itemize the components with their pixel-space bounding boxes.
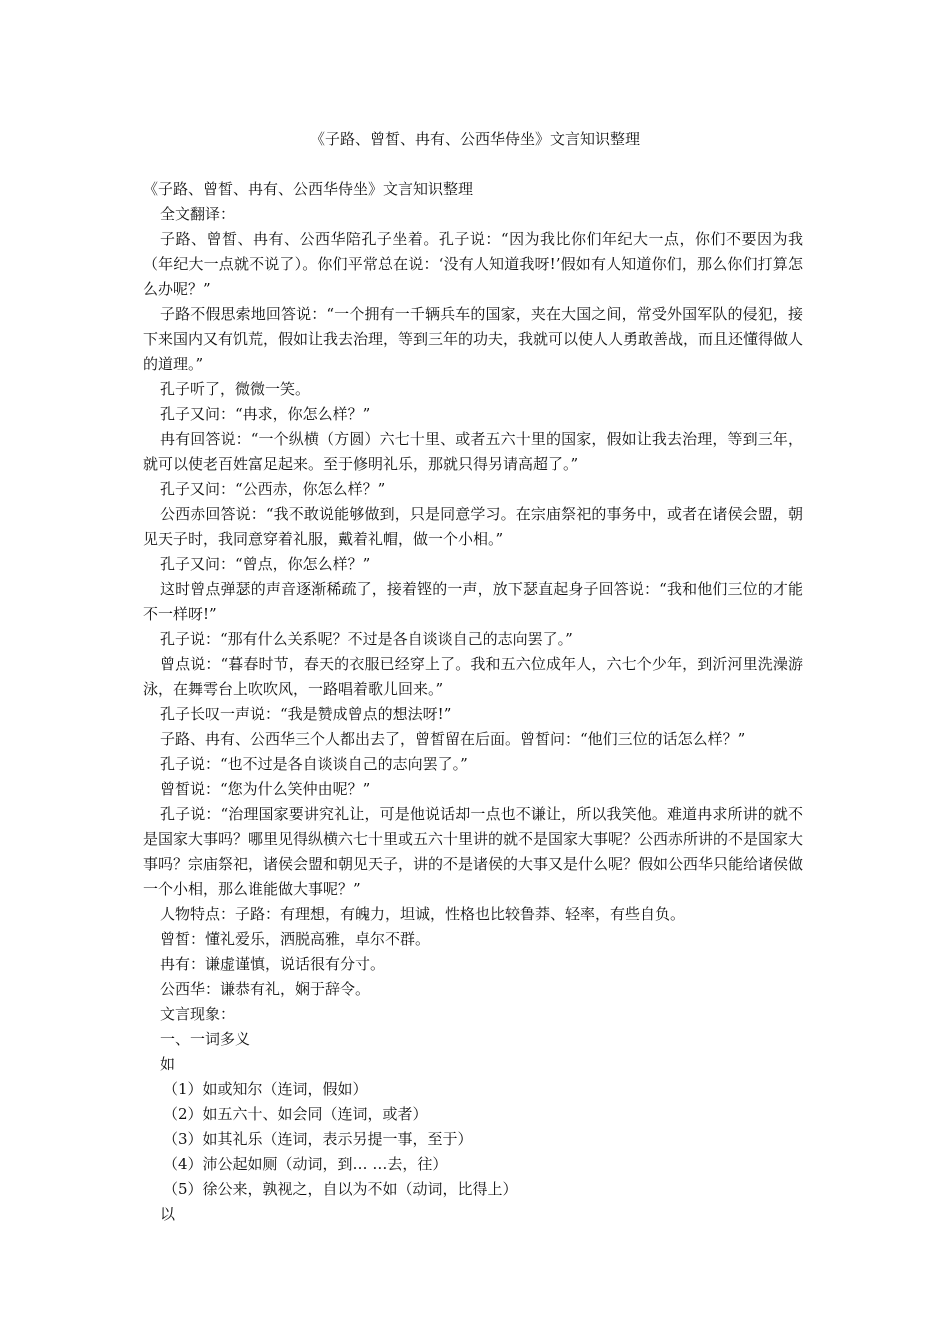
paragraph: 这时曾点弹瑟的声音逐渐稀疏了，接着铿的一声，放下瑟直起身子回答说：“我和他们三位的才能不一样呀!” [143,580,803,623]
document-body [143,177,803,1227]
paragraph: 孔子说：“那有什么关系呢？不过是各自谈谈自己的志向罢了。” [160,630,573,648]
usage-item: （4）沛公起如厕（动词，到… …去，往） [163,1155,448,1173]
paragraph: 孔子说：“治理国家要讲究礼让，可是他说话却一点也不谦让，所以我笑他。难道冉求所讲的就不是国家大事吗？哪里见得纵横六七十里或五六十里讲的就不是国家大事呢？公西赤所讲的不是国家大事吗？宗庙祭祀，诸侯会盟和朝见天子，讲的不是诸侯的大事又是什么呢？假如公西华只能给诸侯做一个小相，那么谁能做大事呢？” [143,805,804,898]
character-note: 公西华：谦恭有礼，娴于辞令。 [160,980,371,998]
paragraph: 曾皙说：“您为什么笑仲由呢？” [160,780,371,798]
paragraph: 子路不假思索地回答说：“一个拥有一千辆兵车的国家，夹在大国之间，常受外国军队的侵犯，接下来国内又有饥荒，假如让我去治理，等到三年的功夫，我就可以使人人勇敢善战，而且还懂得做人的道理。” [143,305,804,373]
character-note: 冉有：谦虚谨慎，说话很有分寸。 [160,955,386,973]
character-note: 人物特点：子路：有理想，有魄力，坦诚，性格也比较鲁莽、轻率，有些自负。 [160,905,686,923]
translation-label: 全文翻译： [160,205,236,223]
phenomena-label: 文言现象： [160,1005,236,1023]
paragraph: 子路、曾皙、冉有、公西华陪孔子坐着。孔子说：“因为我比你们年纪大一点，你们不要因为我（年纪大一点就不说了）。你们平常总在说：‘没有人知道我呀!’假如有人知道你们，那么你们打算怎么办呢？” [143,230,803,298]
paragraph: 公西赤回答说：“我不敢说能够做到，只是同意学习。在宗庙祭祀的事务中，或者在诸侯会盟，朝见天子时，我同意穿着礼服，戴着礼帽，做一个小相。” [143,505,803,548]
paragraph: 孔子又问：“冉求，你怎么样？” [160,405,371,423]
vocab-word: 以 [160,1205,176,1223]
document-heading: 《子路、曾皙、冉有、公西华侍坐》文言知识整理 [143,180,474,198]
character-note: 曾皙：懂礼爱乐，洒脱高雅，卓尔不群。 [160,930,431,948]
document-title: 《子路、曾皙、冉有、公西华侍坐》文言知识整理 [309,130,640,148]
usage-item: （5）徐公来，孰视之，自以为不如（动词，比得上） [163,1180,518,1198]
paragraph: 子路、冉有、公西华三个人都出去了，曾皙留在后面。曾皙问：“他们三位的话怎么样？” [160,730,746,748]
usage-item: （1）如或知尔（连词，假如） [163,1080,368,1098]
paragraph: 孔子又问：“公西赤，你怎么样？” [160,480,386,498]
vocab-word: 如 [160,1055,176,1073]
section-heading: 一、一词多义 [160,1030,251,1048]
paragraph: 曾点说：“暮春时节，春天的衣服已经穿上了。我和五六位成年人，六七个少年，到沂河里洗澡游泳，在舞雩台上吹吹风，一路唱着歌儿回来。” [143,655,803,698]
usage-item: （3）如其礼乐（连词，表示另提一事，至于） [163,1130,473,1148]
paragraph: 孔子听了，微微一笑。 [160,380,311,398]
usage-item: （2）如五六十、如会同（连词，或者） [163,1105,428,1123]
paragraph: 孔子又问：“曾点，你怎么样？” [160,555,371,573]
paragraph: 孔子长叹一声说：“我是赞成曾点的想法呀!” [160,705,452,723]
paragraph: 孔子说：“也不过是各自谈谈自己的志向罢了。” [160,755,468,773]
paragraph: 冉有回答说：“一个纵横（方圆）六七十里、或者五六十里的国家，假如让我去治理，等到三年，就可以使老百姓富足起来。至于修明礼乐，那就只得另请高超了。” [143,430,803,473]
